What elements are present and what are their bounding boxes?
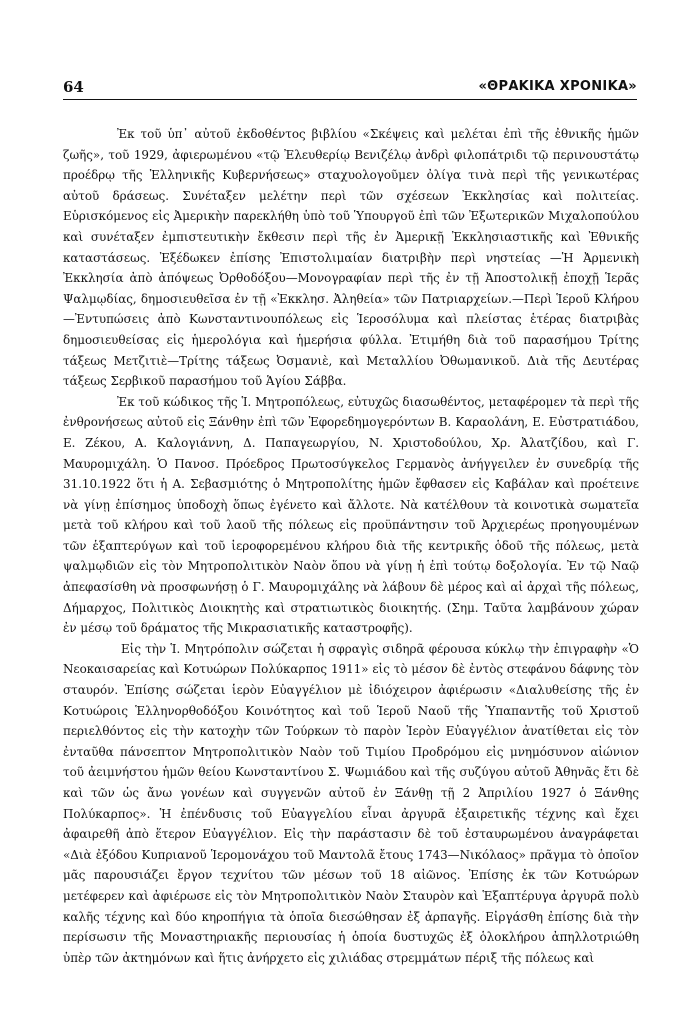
paragraph-relics: Εἰς τὴν Ἱ. Μητρόπολιν σώζεται ἡ σφραγὶς σιδηρᾶ φέρουσα κύκλῳ τὴν ἐπιγραφὴν «Ὁ Νεοκαισαρείας καὶ Κοτυώρων Πολύκαρπος 1911» εἰς τὸ μέσον δὲ ἐντὸς στεφάνου δάφνης τὸν σταυρόν. Ἐπίσης σώζεται ἱερὸν Εὐαγγέλιον μὲ ἰδιόχειρον ἀφιέρωσιν «Διαλυθείσης τῆς ἐν Κοτυώροις Ἑλληνορθοδόξου Κοινότητος καὶ τοῦ Ἱεροῦ Ναοῦ τῆς Ὑπαπαντῆς τοῦ Χριστοῦ περιελθόντος εἰς τὴν κατοχὴν τῶν Τούρκων τὸ παρὸν Ἱερὸν Εὐαγγέλιον ἀνατίθεται εἰς τὸν ἐνταῦθα πάνσεπτον Μητροπολιτικὸν Ναὸν τοῦ Τιμίου Προδρόμου εἰς μνημόσυνον αἰώνιον τοῦ ἀειμνήστου ἡμῶν θείου Κωνσταντίνου Σ. Ψωμιάδου καὶ τῆς συζύγου αὐτοῦ Ἀθηνᾶς ἔτι δὲ καὶ τῶν ὡς ἄνω γονέων καὶ συγγενῶν αὐτοῦ ἐν Ξάνθῃ τῇ 2 Ἀπριλίου 1927 ὁ Ξάνθης Πολύκαρπος». Ἡ ἐπένδυσις τοῦ Εὐαγγελίου εἶναι ἀργυρᾶ ἐξαιρετικῆς τέχνης καὶ ἔχει ἀφαιρεθῆ ἀπὸ ἕτερον Εὐαγγέλιον. Εἰς τὴν παράστασιν δὲ τοῦ ἐσταυρωμένου ἀναγράφεται «Διὰ ἐξόδου Κυπριανοῦ Ἱερομονάχου τοῦ Μαντολᾶ ἔτους 1743—Νικόλαος» πρᾶγμα τὸ ὁποῖον μᾶς παρουσιάζει ἔργον τεχνίτου τῶν μέσων τοῦ 18 αἰῶνος. Ἐπίσης ἐκ τῶν Κοτυώρων μετέφερεν καὶ ἀφιέρωσε εἰς τὸν Μητροπολιτικὸν Ναὸν Σταυρὸν καὶ Ἑξαπτέρυγα ἀργυρᾶ πολὺ καλῆς τέχνης καὶ δύο κηροπήγια τὰ ὁποῖα διεσώθησαν ἐξ ἁρπαγῆς. Εἰργάσθη ἐπίσης διὰ τὴν περίσωσιν τῆς Μοναστηριακῆς περιουσίας ἡ ὁποία δυστυχῶς ἐξ ὁλοκλήρου ἀπηλλοτριώθη ὑπὲρ τῶν ἀκτημόνων καὶ ἥτις ἀνήρχετο εἰς χιλιάδας στρεμμάτων πέριξ τῆς πόλεως καὶ <box>63 641 639 965</box>
article-body <box>63 124 639 968</box>
paragraph-enthronement: Ἐκ τοῦ κώδικος τῆς Ἱ. Μητροπόλεως, εὐτυχῶς διασωθέντος, μεταφέρομεν τὰ περὶ τῆς ἐνθρονήσεως αὐτοῦ εἰς Ξάνθην ἐπὶ τῶν Ἐφορεδημογερόντων Β. Καραολάνη, Ε. Εὐστρατιάδου, Ε. Ζέκου, Α. Καλογιάννη, Δ. Παπαγεωργίου, Ν. Χριστοδούλου, Χρ. Ἀλατζίδου, καὶ Γ. Μαυρομιχάλη. Ὁ Πανοσ. Πρόεδρος Πρωτοσύγκελος Γερμανὸς ἀνήγγειλεν ἐν συνεδρίᾳ τῆς 31.10.1922 ὅτι ἡ Α. Σεβασμιότης ὁ Μητροπολίτης ἡμῶν ἔφθασεν εἰς Καβάλαν καὶ προέτεινε νὰ γίνῃ ἐπίσημος ὑποδοχὴ ὅπως ἐγένετο καὶ ἄλλοτε. Νὰ κατέλθουν τὰ κοινοτικὰ σωματεῖα μετὰ τοῦ κλήρου καὶ τοῦ λαοῦ τῆς πόλεως εἰς προϋπάντησιν τοῦ Ἀρχιερέως προηγουμένων τῶν ἑξαπτερύγων καὶ τοῦ ἱεροφορεμένου κλήρου διὰ τῆς κεντρικῆς ὁδοῦ τῆς πόλεως, μετὰ ψαλμῳδιῶν εἰς τὸν Μητροπολιτικὸν Ναὸν ὅπου νὰ γίνῃ ἡ ἐπὶ τούτῳ δοξολογία. Ἐν τῷ Ναῷ ἀπεφασίσθη νὰ προσφωνήσῃ ὁ Γ. Μαυρομιχάλης νὰ λάβουν δὲ μέρος καὶ αἱ ἀρχαὶ τῆς πόλεως, Δήμαρχος, Πολιτικὸς Διοικητὴς καὶ στρατιωτικὸς διοικητής. (Σημ. Ταῦτα λαμβάνουν χώραν ἐν μέσῳ τοῦ δράματος τῆς Μικρασιατικῆς καταστροφῆς). <box>63 394 639 636</box>
running-title: «ΘΡΑΚΙΚΑ ΧΡΟΝΙΚΑ» <box>478 79 637 94</box>
page-number: 64 <box>63 78 84 96</box>
page-header <box>63 76 637 98</box>
paragraph-biography: Ἐκ τοῦ ὑπ᾽ αὐτοῦ ἐκδοθέντος βιβλίου «Σκέψεις καὶ μελέται ἐπὶ τῆς ἐθνικῆς ἡμῶν ζωῆς», τοῦ 1929, ἀφιερωμένου «τῷ Ἐλευθερίῳ Βενιζέλῳ ἀνδρὶ φιλοπάτριδι τῷ περινουστάτῳ προέδρῳ τῆς Ἑλληνικῆς Κυβερνήσεως» σταχυολογοῦμεν ὀλίγα τινὰ περὶ τῆς γενικωτέρας αὐτοῦ δράσεως. Συνέταξεν μελέτην περὶ τῶν σχέσεων Ἐκκλησίας καὶ πολιτείας. Εὑρισκόμενος εἰς Ἀμερικὴν παρεκλήθη ὑπὸ τοῦ Ὑπουργοῦ ἐπὶ τῶν Ἐξωτερικῶν Μιχαλοπούλου καὶ συνέταξεν ἐμπιστευτικὴν ἔκθεσιν περὶ τῆς ἐν Ἀμερικῇ Ἐκκλησιαστικῆς καὶ Ἐθνικῆς καταστάσεως. Ἐξέδωκεν ἐπίσης Ἐπιστολιμαίαν διατριβὴν περὶ νηστείας —Ἡ Ἀρμενικὴ Ἐκκλησία ἀπὸ ἀπόψεως Ὀρθοδόξου—Μονογραφίαν περὶ τῆς ἐν τῇ Ἀποστολικῇ ἐποχῇ Ἱερᾶς Ψαλμῳδίας, δημοσιευθεῖσα ἐν τῇ «Ἐκκλησ. Ἀληθεία» τῶν Πατριαρχείων.—Περὶ Ἱεροῦ Κλήρου—Ἐντυπώσεις ἀπὸ Κωνσταντινουπόλεως εἰς Ἱεροσόλυμα καὶ πλείστας ἑτέρας διατριβὰς δημοσιευθείσας εἰς ἡμερολόγια καὶ ἡμερήσια φύλλα. Ἐτιμήθη διὰ τοῦ παρασήμου Τρίτης τάξεως Μετζιτιὲ—Τρίτης τάξεως Ὀσμανιὲ, καὶ Μεταλλίου Ὀθωμανικοῦ. Διὰ τῆς Δευτέρας τάξεως Σερβικοῦ παρασήμου τοῦ Ἁγίου Σάββα. <box>63 127 639 389</box>
header-rule <box>63 99 637 100</box>
